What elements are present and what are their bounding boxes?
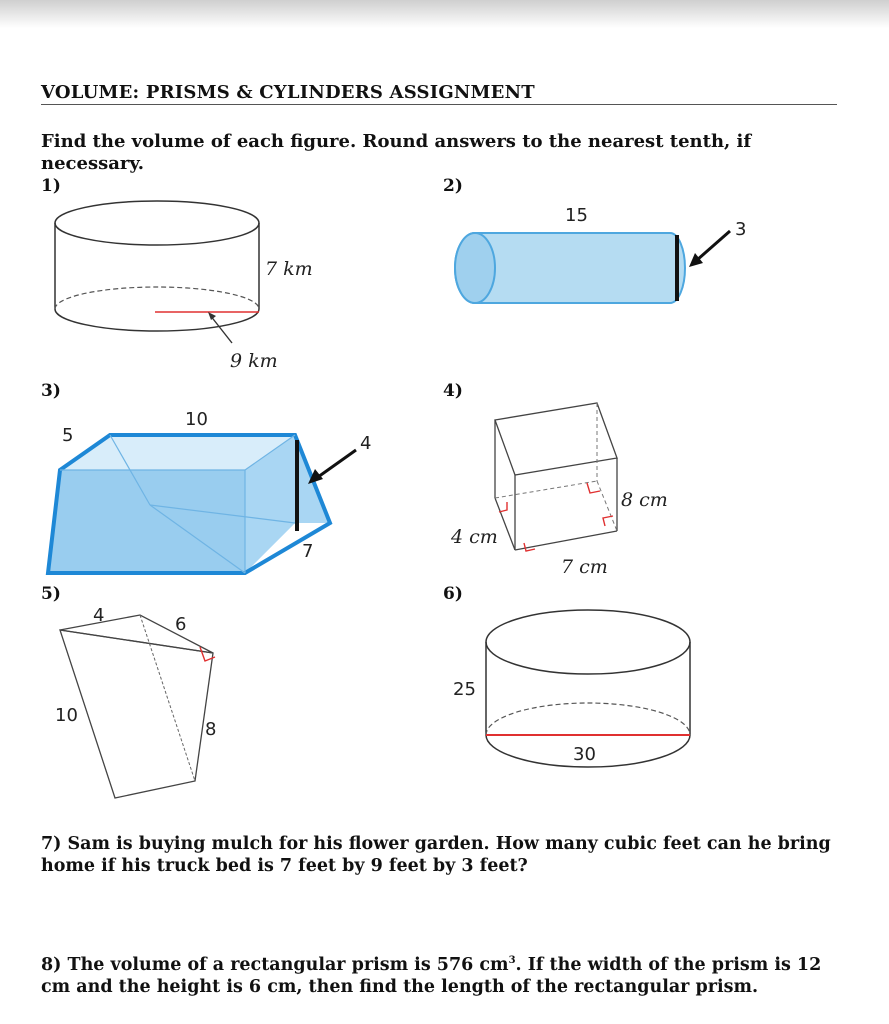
fig3-top-label: 10 <box>185 409 208 430</box>
fig4-length-label: 7 cm <box>561 556 608 578</box>
word-problem-7: 7) Sam is buying mulch for his flower garden. How many cubic feet can he bring home if his truck bed is 7 feet by 9 feet by 3 feet? <box>41 834 831 876</box>
problem-2-number: 2) <box>443 176 463 196</box>
fig1-height-label: 7 km <box>265 258 313 280</box>
wp8-text-start: 8) The volume of a rectangular prism is 576 cm <box>41 954 509 975</box>
fig6-diameter-label: 30 <box>573 744 596 765</box>
fig2-diameter-label: 3 <box>735 219 747 240</box>
figure-5-prism <box>45 595 265 805</box>
figure-6-cylinder <box>445 600 705 775</box>
fig5-top-label: 4 <box>93 605 105 626</box>
figure-2-cylinder <box>445 195 765 315</box>
top-shadow-bar <box>0 0 889 28</box>
wp8-superscript: 3 <box>508 955 516 966</box>
figure-1-cylinder <box>40 195 340 380</box>
problem-5-number: 5) <box>41 584 61 604</box>
word-problem-8 <box>41 950 841 998</box>
instructions: Find the volume of each figure. Round answers to the nearest tenth, if necessary. <box>41 131 752 174</box>
wp8-text-end: . If the width of the prism is 12 cm and the height is 6 cm, then find the length of the rectangular prism. <box>41 954 822 997</box>
figure-4-prism <box>445 398 705 588</box>
problem-4-number: 4) <box>443 381 463 401</box>
page-title: VOLUME: PRISMS & CYLINDERS ASSIGNMENT <box>41 82 535 103</box>
fig3-slant-label: 5 <box>62 425 74 446</box>
fig2-length-label: 15 <box>565 205 588 226</box>
fig6-height-label: 25 <box>453 679 476 700</box>
fig5-side-label: 6 <box>175 614 187 635</box>
title-underline <box>41 104 837 105</box>
figure-3-prism <box>40 405 400 585</box>
fig5-left-label: 10 <box>55 705 78 726</box>
fig4-height-label: 8 cm <box>621 489 668 511</box>
fig5-height-label: 8 <box>205 719 217 740</box>
problem-1-number: 1) <box>41 176 61 196</box>
fig3-height-label: 4 <box>360 433 372 454</box>
fig4-width-label: 4 cm <box>451 526 498 548</box>
fig3-depth-label: 7 <box>302 541 314 562</box>
problem-6-number: 6) <box>443 584 463 604</box>
fig1-radius-label: 9 km <box>230 350 278 372</box>
problem-3-number: 3) <box>41 381 61 401</box>
